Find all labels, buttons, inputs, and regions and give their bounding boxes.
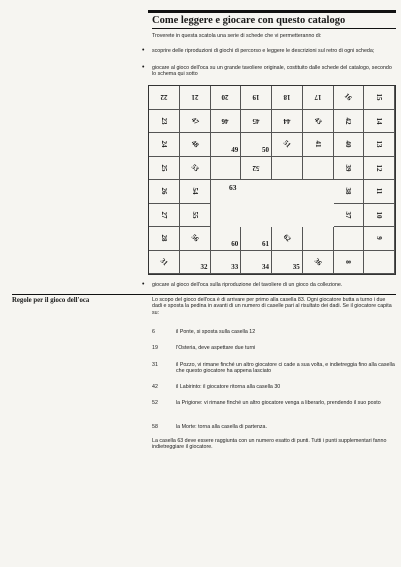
board-cell: 18 — [272, 86, 303, 110]
rule-number: 19 — [152, 345, 158, 351]
board-cell: 54 — [180, 180, 211, 204]
rule-text: il Labirinto: il giocatore ritorna alla casella 30 — [176, 384, 281, 390]
board-cell: 24 — [149, 133, 180, 157]
board-cell: 21 — [180, 86, 211, 110]
board-cell: 17 — [303, 86, 334, 110]
rule-text: il Ponte, si sposta sulla casella 12 — [176, 329, 256, 335]
rule-text: l'Osteria, deve aspettare due turni — [176, 345, 256, 351]
rules-outro: La casella 63 deve essere raggiunta con un numero esatto di punti. Tutti i punti supplementari fanno indietreggiare il giocatore. — [152, 438, 387, 451]
board-cell — [211, 157, 242, 181]
rule-number: 52 — [152, 400, 158, 406]
board-cell: 28 — [149, 227, 180, 251]
rule-text: il Pozzo, vi rimane finché un altro giocatore ci cade a sua volta, e indietreggia fino alla casella che questo giocatore ha appena lasciato — [176, 362, 395, 375]
board-cell: 37 — [334, 204, 365, 228]
intro-text: Troverete in questa scatola una serie di schede che vi permetteranno di: — [152, 33, 322, 39]
board-cell: 11 — [364, 180, 395, 204]
board-cell: 60 — [211, 227, 242, 251]
board-cell: 61 — [241, 227, 272, 251]
board-cell: 25 — [149, 157, 180, 181]
board-cell: 15 — [364, 86, 395, 110]
board-cell: 39 — [334, 157, 365, 181]
board-cell: 35 — [272, 251, 303, 275]
board-center — [241, 180, 272, 204]
rule-number: 58 — [152, 424, 158, 430]
board-cell: 36 — [303, 251, 334, 275]
board-center — [303, 204, 334, 228]
board-center — [241, 204, 272, 228]
board-cell: 27 — [149, 204, 180, 228]
board-cell: 14 — [364, 110, 395, 134]
board-cell: 51 — [272, 133, 303, 157]
board-cell: 41 — [303, 133, 334, 157]
board-center — [303, 180, 334, 204]
board-cell: 46 — [211, 110, 242, 134]
board-cell — [364, 251, 395, 275]
board-cell: 56 — [180, 227, 211, 251]
board-cell: 8 — [334, 251, 365, 275]
board-cell: 13 — [364, 133, 395, 157]
board-center — [272, 204, 303, 228]
board-cell: 23 — [149, 110, 180, 134]
board-cell: 44 — [272, 110, 303, 134]
board-cell: 38 — [334, 180, 365, 204]
board-cell: 26 — [149, 180, 180, 204]
section-divider — [12, 294, 396, 295]
bullet-item: • scoprire delle riproduzioni di giochi di percorso e leggere le descrizioni sul retro di ogni scheda; — [140, 48, 396, 54]
board-cell: 22 — [149, 86, 180, 110]
bullet-item: • giocare al gioco dell'oca su un grande tavoliere originale, costituito dalle schede del catalogo, secondo lo schema qui sotto — [140, 65, 396, 78]
board-cell: 40 — [334, 133, 365, 157]
header-rule — [148, 10, 396, 13]
board-cell: 48 — [180, 133, 211, 157]
board-cell — [303, 227, 334, 251]
board-cell: 34 — [241, 251, 272, 275]
rule-number: 31 — [152, 362, 158, 368]
board-cell: 49 — [211, 133, 242, 157]
board-cell — [272, 157, 303, 181]
board-cell: 16 — [334, 86, 365, 110]
board-cell: 31 — [149, 251, 180, 275]
board-cell: 10 — [364, 204, 395, 228]
board-cell — [334, 227, 365, 251]
rule-text: la Morte: torna alla casella di partenza. — [176, 424, 267, 430]
board-cell: 62 — [272, 227, 303, 251]
board-cell — [303, 157, 334, 181]
game-board — [148, 85, 396, 275]
board-center — [211, 204, 242, 228]
board-cell: 20 — [211, 86, 242, 110]
board-cell: 47 — [180, 110, 211, 134]
board-cell: 42 — [334, 110, 365, 134]
rule-text: la Prigione: vi rimane finché un altro giocatore venga a liberarlo, prendendo il suo posto — [176, 400, 381, 406]
board-cell: 9 — [364, 227, 395, 251]
bullet-item: • giocare al gioco dell'oca sulla riproduzione del tavoliere di un gioco da collezione. — [140, 282, 396, 288]
board-cell: 33 — [211, 251, 242, 275]
board-cell: 43 — [303, 110, 334, 134]
rule-number: 6 — [152, 329, 155, 335]
board-cell: 32 — [180, 251, 211, 275]
board-cell: 50 — [241, 133, 272, 157]
board-center-number: 63 — [229, 183, 237, 192]
board-center — [272, 180, 303, 204]
board-cell: 19 — [241, 86, 272, 110]
rules-intro: Lo scopo del gioco dell'oca è di arrivare per primo alla casella 83. Ogni giocatore butta a turno i due dadi e sposta la pedina in avanti di un numero di caselle pari al risultato dei dadi. Se il giocatore capita su: — [152, 297, 392, 316]
board-cell: 45 — [241, 110, 272, 134]
rule-number: 42 — [152, 384, 158, 390]
board-cell: 52 — [241, 157, 272, 181]
section-title: Regole per il gioco dell'oca — [12, 297, 90, 304]
board-cell: 55 — [180, 204, 211, 228]
board-cell: 53 — [180, 157, 211, 181]
board-cell: 12 — [364, 157, 395, 181]
page-title: Come leggere e giocare con questo catalogo — [152, 15, 396, 29]
